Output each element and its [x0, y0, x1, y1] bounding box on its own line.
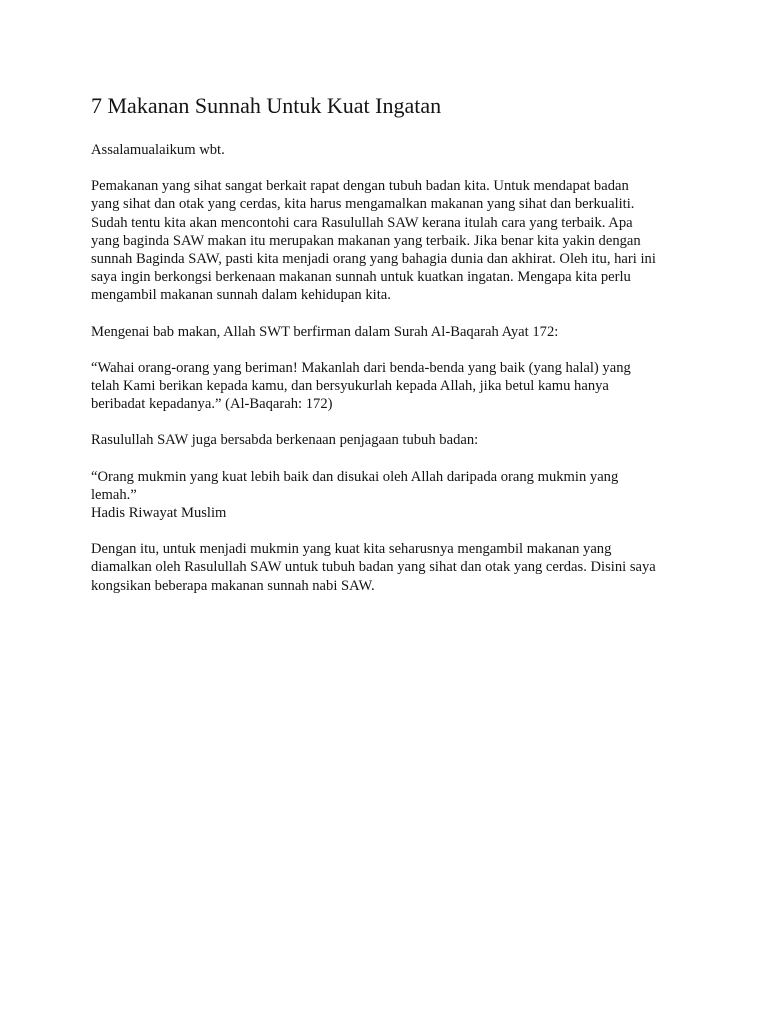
closing-paragraph: [91, 540, 691, 595]
intro-line: mengambil makanan sunnah dalam kehidupan kita.: [91, 287, 391, 304]
closing-line: kongsikan beberapa makanan sunnah nabi SAW.: [91, 577, 375, 594]
quran-quote-line: beribadat kepadanya.” (Al-Baqarah: 172): [91, 396, 333, 413]
quran-quote-line: “Wahai orang-orang yang beriman! Makanlah dari benda-benda yang baik (yang halal) yang: [91, 359, 631, 376]
closing-line: Dengan itu, untuk menjadi mukmin yang kuat kita seharusnya mengambil makanan yang: [91, 541, 612, 558]
hadith-intro: Rasulullah SAW juga bersabda berkenaan penjagaan tubuh badan:: [91, 432, 479, 449]
intro-line: saya ingin berkongsi berkenaan makanan sunnah untuk kuatkan ingatan. Mengapa kita perlu: [91, 269, 631, 286]
quran-quote: [91, 359, 691, 414]
intro-line: Sudah tentu kita akan mencontohi cara Rasulullah SAW kerana itulah cara yang terbaik. Apa: [91, 214, 633, 231]
intro-line: yang baginda SAW makan itu merupakan makanan yang terbaik. Jika benar kita yakin dengan: [91, 232, 641, 249]
intro-line: sunnah Baginda SAW, pasti kita menjadi orang yang bahagia dunia dan akhirat. Oleh itu, hari ini: [91, 251, 656, 268]
document-page: [91, 91, 691, 613]
hadith-quote-line: “Orang mukmin yang kuat lebih baik dan disukai oleh Allah daripada orang mukmin yang: [91, 468, 619, 485]
closing-line: diamalkan oleh Rasulullah SAW untuk tubuh badan yang sihat dan otak yang cerdas. Disini saya: [91, 559, 656, 576]
intro-line: yang sihat dan otak yang cerdas, kita harus mengamalkan makanan yang sihat dan berkualiti.: [91, 196, 635, 213]
document-title: 7 Makanan Sunnah Untuk Kuat Ingatan: [91, 93, 442, 118]
intro-paragraph: [91, 177, 691, 304]
hadith-quote-line: lemah.”: [91, 486, 137, 503]
hadith-quote: [91, 468, 691, 523]
quran-quote-line: telah Kami berikan kepada kamu, dan bersyukurlah kepada Allah, jika betul kamu hanya: [91, 378, 609, 395]
hadith-source: Hadis Riwayat Muslim: [91, 505, 227, 522]
greeting: Assalamualaikum wbt.: [91, 142, 225, 158]
quran-intro: Mengenai bab makan, Allah SWT berfirman dalam Surah Al-Baqarah Ayat 172:: [91, 323, 559, 340]
intro-line: Pemakanan yang sihat sangat berkait rapat dengan tubuh badan kita. Untuk mendapat badan: [91, 178, 629, 195]
